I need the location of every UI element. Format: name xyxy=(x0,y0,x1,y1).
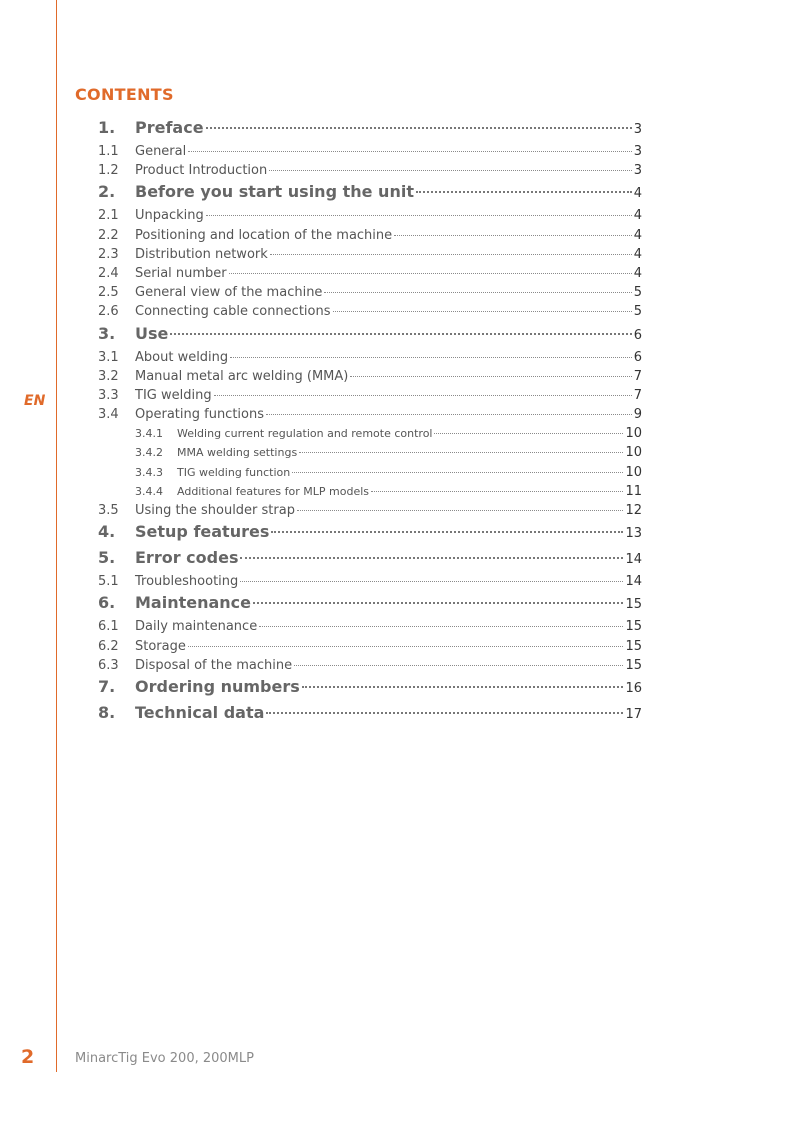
toc-entry-label: Using the shoulder strap xyxy=(135,503,295,518)
toc-entry[interactable] xyxy=(98,247,642,266)
toc-entry-label: Before you start using the unit xyxy=(135,182,414,202)
toc-entry[interactable] xyxy=(98,350,642,369)
toc-entry[interactable] xyxy=(98,574,642,593)
toc-entry-page: 7 xyxy=(633,387,642,403)
toc-entry-page: 4 xyxy=(633,246,642,262)
toc-entry-number: 2.4 xyxy=(98,265,119,281)
toc-entry-page: 7 xyxy=(633,368,642,384)
toc-dot-leader xyxy=(170,332,631,335)
toc-entry[interactable] xyxy=(98,407,642,426)
toc-entry[interactable] xyxy=(98,619,642,638)
page-number: 2 xyxy=(21,1046,35,1068)
toc-entry-number: 8. xyxy=(98,702,116,722)
toc-entry-number: 1. xyxy=(98,118,116,137)
toc-dot-leader xyxy=(299,451,623,453)
toc-dot-leader xyxy=(271,530,623,533)
toc-entry[interactable] xyxy=(98,445,642,464)
toc-entry-page: 16 xyxy=(625,680,642,696)
toc-entry-page: 14 xyxy=(625,574,642,590)
toc-entry-page: 3 xyxy=(633,122,642,137)
toc-entry-label: TIG welding function xyxy=(177,465,291,479)
toc-entry-number: 3.5 xyxy=(98,503,119,518)
toc-entry-page: 4 xyxy=(633,186,642,202)
toc-dot-leader xyxy=(214,394,632,396)
toc-dot-leader xyxy=(270,253,632,255)
toc-dot-leader xyxy=(350,375,631,377)
toc-entry[interactable] xyxy=(98,639,642,658)
toc-entry-page: 12 xyxy=(625,503,642,518)
toc-entry-number: 5. xyxy=(98,548,116,568)
toc-entry-label: Storage xyxy=(135,638,186,654)
toc-dot-leader xyxy=(292,471,623,473)
toc-dot-leader xyxy=(188,150,631,152)
toc-entry-label: Manual metal arc welding (MMA) xyxy=(135,368,349,384)
toc-dot-leader xyxy=(333,310,632,312)
toc-dot-leader xyxy=(266,711,623,714)
toc-entry[interactable] xyxy=(98,163,642,182)
toc-entry-page: 3 xyxy=(633,163,642,179)
toc-entry-number: 2.2 xyxy=(98,227,119,243)
toc-entry-label: Operating functions xyxy=(135,407,265,423)
toc-entry-label: Welding current regulation and remote control xyxy=(177,427,433,441)
toc-entry-label: Maintenance xyxy=(135,593,252,613)
toc-entry-number: 3.4.2 xyxy=(135,446,163,460)
toc-entry-page: 14 xyxy=(625,552,642,568)
document-title: MinarcTig Evo 200, 200MLP xyxy=(75,1051,254,1066)
toc-entry[interactable] xyxy=(98,285,642,304)
toc-entry-number: 6. xyxy=(98,593,116,613)
toc-entry-number: 2.1 xyxy=(98,208,119,224)
toc-entry-page: 6 xyxy=(633,349,642,365)
toc-entry-number: 2.6 xyxy=(98,304,119,320)
toc-entry-number: 2. xyxy=(98,182,116,202)
toc-entry-label: Error codes xyxy=(135,548,239,568)
toc-entry-number: 4. xyxy=(98,522,116,542)
language-marker: EN xyxy=(24,393,46,409)
toc-entry-label: Use xyxy=(135,323,169,343)
toc-entry-number: 3.2 xyxy=(98,368,119,384)
contents-title: CONTENTS xyxy=(75,85,174,104)
toc-entry-page: 13 xyxy=(625,526,642,542)
toc-entry[interactable] xyxy=(98,522,642,548)
toc-entry-page: 9 xyxy=(633,407,642,423)
toc-entry-page: 10 xyxy=(625,445,642,461)
toc-entry-page: 3 xyxy=(633,144,642,159)
toc-entry-label: Serial number xyxy=(135,265,227,281)
toc-dot-leader xyxy=(297,509,623,511)
toc-dot-leader xyxy=(240,556,623,559)
toc-entry-label: MMA welding settings xyxy=(177,446,298,460)
toc-entry-number: 5.1 xyxy=(98,574,119,590)
toc-entry-label: Distribution network xyxy=(135,246,268,262)
toc-dot-leader xyxy=(416,190,632,193)
toc-dot-leader xyxy=(259,625,623,627)
toc-entry[interactable] xyxy=(98,369,642,388)
toc-entry-page: 4 xyxy=(633,208,642,224)
toc-entry[interactable] xyxy=(98,208,642,227)
toc-entry-label: Technical data xyxy=(135,702,265,722)
toc-entry[interactable] xyxy=(98,304,642,323)
toc-entry[interactable] xyxy=(98,548,642,574)
toc-entry-number: 7. xyxy=(98,676,116,696)
toc-dot-leader xyxy=(230,356,632,358)
toc-dot-leader xyxy=(269,169,632,171)
toc-entry-page: 5 xyxy=(633,304,642,320)
toc-entry-number: 6.1 xyxy=(98,619,119,635)
toc-entry-page: 15 xyxy=(625,619,642,635)
toc-entry-label: Connecting cable connections xyxy=(135,304,331,320)
toc-entry-label: General view of the machine xyxy=(135,285,323,301)
toc-entry-number: 3.4.3 xyxy=(135,465,163,479)
toc-dot-leader xyxy=(206,214,632,216)
toc-entry-label: About welding xyxy=(135,349,229,365)
toc-entry-number: 1.2 xyxy=(98,163,119,179)
toc-entry-label: General xyxy=(135,144,187,159)
toc-entry-label: Additional features for MLP models xyxy=(177,484,370,498)
toc-dot-leader xyxy=(229,272,632,274)
toc-entry-page: 10 xyxy=(625,426,642,442)
toc-entry-label: Positioning and location of the machine xyxy=(135,227,393,243)
toc-entry-number: 3.4.4 xyxy=(135,484,163,498)
toc-entry-label: Daily maintenance xyxy=(135,619,258,635)
toc-entry[interactable] xyxy=(98,426,642,445)
toc-entry[interactable] xyxy=(98,677,642,703)
toc-dot-leader xyxy=(253,601,623,604)
toc-entry-page: 4 xyxy=(633,265,642,281)
toc-entry-number: 1.1 xyxy=(98,144,119,159)
toc-entry-label: TIG welding xyxy=(135,387,212,403)
toc-entry-number: 6.3 xyxy=(98,657,119,673)
toc-dot-leader xyxy=(324,291,631,293)
toc-entry-page: 15 xyxy=(625,657,642,673)
margin-rule xyxy=(56,0,57,1072)
toc-entry[interactable] xyxy=(98,118,642,144)
toc-entry-number: 3.4 xyxy=(98,407,119,423)
toc-dot-leader xyxy=(240,580,623,582)
toc-entry[interactable] xyxy=(98,703,642,729)
toc-dot-leader xyxy=(206,126,632,129)
toc-entry-number: 3.3 xyxy=(98,387,119,403)
toc-entry-label: Setup features xyxy=(135,522,270,542)
toc-entry[interactable] xyxy=(98,324,642,350)
toc-entry[interactable] xyxy=(98,658,642,677)
toc-entry-number: 3.1 xyxy=(98,349,119,365)
table-of-contents xyxy=(98,118,642,729)
toc-dot-leader xyxy=(294,664,623,666)
toc-entry-label: Product Introduction xyxy=(135,163,268,179)
toc-entry-page: 5 xyxy=(633,285,642,301)
toc-entry-page: 10 xyxy=(625,464,642,480)
toc-entry[interactable] xyxy=(98,388,642,407)
toc-entry[interactable] xyxy=(98,144,642,163)
toc-entry-number: 3.4.1 xyxy=(135,427,163,441)
toc-entry-page: 15 xyxy=(625,638,642,654)
toc-entry-label: Troubleshooting xyxy=(135,574,239,590)
toc-entry-label: Unpacking xyxy=(135,208,204,224)
toc-entry[interactable] xyxy=(98,266,642,285)
toc-entry-number: 3. xyxy=(98,323,116,343)
toc-entry[interactable] xyxy=(98,593,642,619)
toc-entry-number: 2.3 xyxy=(98,246,119,262)
toc-entry-label: Preface xyxy=(135,118,204,137)
toc-entry[interactable] xyxy=(98,465,642,484)
toc-entry[interactable] xyxy=(98,484,642,503)
toc-entry-number: 2.5 xyxy=(98,285,119,301)
toc-dot-leader xyxy=(434,432,623,434)
toc-entry-label: Disposal of the machine xyxy=(135,657,293,673)
toc-entry-page: 6 xyxy=(633,327,642,343)
toc-entry-page: 11 xyxy=(625,483,642,499)
toc-entry[interactable] xyxy=(98,182,642,208)
toc-dot-leader xyxy=(371,490,623,492)
toc-entry[interactable] xyxy=(98,503,642,522)
toc-dot-leader xyxy=(302,685,624,688)
toc-entry-page: 17 xyxy=(625,706,642,722)
toc-dot-leader xyxy=(266,413,632,415)
toc-dot-leader xyxy=(188,645,624,647)
toc-entry-label: Ordering numbers xyxy=(135,676,300,696)
toc-entry[interactable] xyxy=(98,228,642,247)
toc-dot-leader xyxy=(394,234,632,236)
toc-entry-page: 4 xyxy=(633,227,642,243)
toc-entry-number: 6.2 xyxy=(98,638,119,654)
toc-entry-page: 15 xyxy=(625,597,642,613)
